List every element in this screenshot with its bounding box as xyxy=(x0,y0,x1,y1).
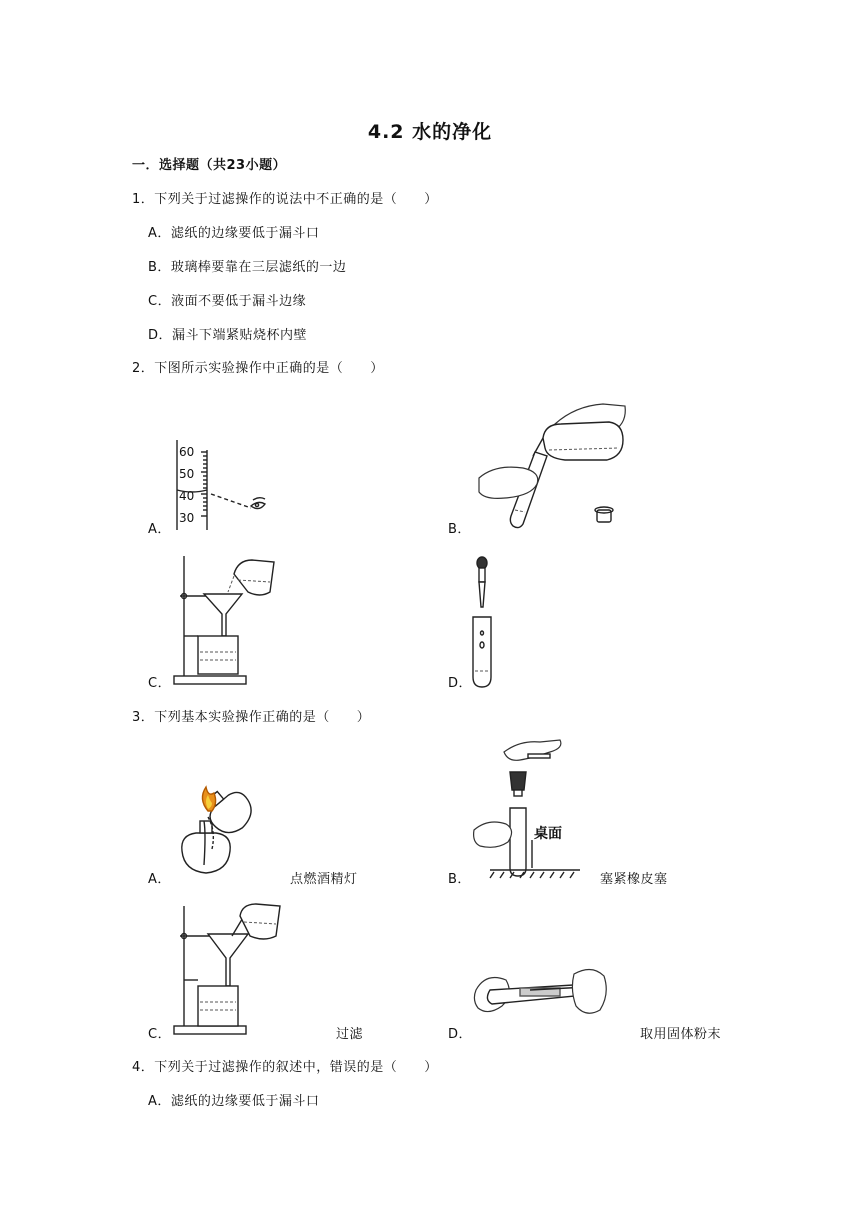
cylinder-tick-50: 50 xyxy=(179,467,195,481)
cylinder-tick-60: 60 xyxy=(179,445,195,459)
q2-a-graduated-cylinder-figure xyxy=(165,438,280,534)
q3-c-filtration-figure xyxy=(170,902,290,1037)
q3-caption-c: 过滤 xyxy=(336,1027,364,1042)
question-3-stem: 3．下列基本实验操作正确的是（ ） xyxy=(132,710,371,725)
question-1-option-a: A．滤纸的边缘要低于漏斗口 xyxy=(148,226,320,241)
q3-label-b: B． xyxy=(448,872,471,887)
q3-caption-a: 点燃酒精灯 xyxy=(290,872,358,887)
question-4-option-a: A．滤纸的边缘要低于漏斗口 xyxy=(148,1094,320,1109)
q3-label-a: A． xyxy=(148,872,171,887)
section-heading: 一．选择题（共23小题） xyxy=(132,158,287,173)
cylinder-tick-30: 30 xyxy=(179,511,195,525)
q2-label-c: C． xyxy=(148,676,172,691)
question-1-option-c: C．液面不要低于漏斗边缘 xyxy=(148,294,307,309)
q2-b-pouring-liquid-figure xyxy=(475,400,650,530)
q3-d-solid-powder-figure xyxy=(470,960,610,1040)
q3-caption-d: 取用固体粉末 xyxy=(640,1027,722,1042)
desk-hatching xyxy=(490,872,574,878)
question-1-option-d: D．漏斗下端紧贴烧杯内壁 xyxy=(148,328,308,343)
q3-label-d: D． xyxy=(448,1027,473,1042)
q2-d-dropper-figure xyxy=(468,555,498,690)
q2-label-b: B． xyxy=(448,522,471,537)
q3-a-alcohol-lamp-figure xyxy=(172,787,272,879)
q3-label-c: C． xyxy=(148,1027,172,1042)
question-4-stem: 4．下列关于过滤操作的叙述中，错误的是（ ） xyxy=(132,1060,438,1075)
eye-icon xyxy=(251,498,265,509)
q2-c-filtration-figure xyxy=(170,552,285,687)
question-1-stem: 1．下列关于过滤操作的说法中不正确的是（ ） xyxy=(132,192,438,207)
page-title: 4.2 水的净化 xyxy=(367,121,493,143)
q3-caption-b: 塞紧橡皮塞 xyxy=(600,872,668,887)
question-2-stem: 2．下图所示实验操作中正确的是（ ） xyxy=(132,361,384,376)
cylinder-tick-40: 40 xyxy=(179,489,195,503)
q3-b-rubber-stopper-figure xyxy=(470,738,580,883)
desk-label: 桌面 xyxy=(534,826,562,842)
q2-label-d: D． xyxy=(448,676,473,691)
cylinder-scale-ticks xyxy=(201,452,207,516)
question-1-option-b: B．玻璃棒要靠在三层滤纸的一边 xyxy=(148,260,347,275)
q2-label-a: A． xyxy=(148,522,171,537)
